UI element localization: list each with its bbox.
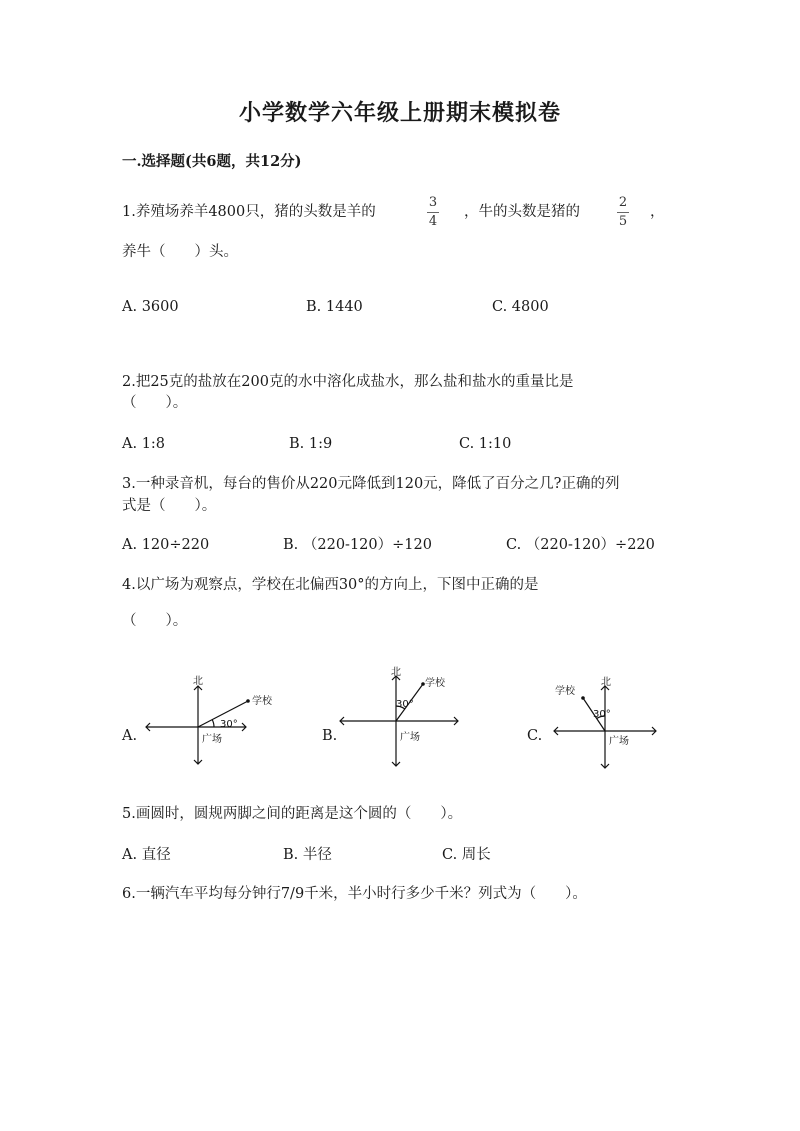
q1-frac2-denominator: 5: [618, 214, 628, 229]
label-north: 北: [601, 677, 611, 688]
q1-text-d: 养牛（ ）头。: [122, 244, 238, 260]
section-heading: 一.选择题(共6题，共12分): [122, 153, 302, 170]
label-north: 北: [193, 676, 203, 687]
angle-arc: [212, 720, 214, 727]
q2-text-line1: 2.把25克的盐放在200克的水中溶化成盐水，那么盐和盐水的重量比是: [122, 374, 574, 390]
q1-option-c[interactable]: C. 4800: [492, 299, 549, 315]
q3-text-line2: 式是（ ）。: [122, 498, 217, 514]
q4-diagram-a: [140, 670, 272, 770]
page-title: 小学数学六年级上册期末模拟卷: [238, 100, 561, 126]
q1-frac1-numerator: 3: [428, 195, 438, 210]
q1-frac1-bar: [427, 212, 439, 213]
q1-text-a: 1.养殖场养羊4800只，猪的头数是羊的: [122, 204, 376, 220]
label-angle: 30°: [593, 709, 611, 720]
label-square: 广场: [400, 732, 420, 743]
q1-option-b[interactable]: B. 1440: [306, 299, 363, 315]
q2-option-b[interactable]: B. 1:9: [289, 436, 333, 452]
label-school: 学校: [555, 686, 575, 697]
q4-diagram-c: [550, 670, 665, 770]
q2-option-a[interactable]: A. 1:8: [122, 436, 166, 452]
q5-option-b[interactable]: B. 半径: [283, 847, 332, 863]
q1-text-c: ，: [650, 204, 665, 220]
q2-text-line2: （ ）。: [122, 395, 188, 411]
q6-text-line1: 6.一辆汽车平均每分钟行7/9千米，半小时行多少千米？列式为（ ）。: [122, 886, 587, 902]
q5-option-a[interactable]: A. 直径: [122, 847, 171, 863]
q3-option-b[interactable]: B. （220-120）÷120: [283, 537, 432, 553]
q1-frac2-numerator: 2: [618, 195, 628, 210]
q5-text-line1: 5.画圆时，圆规两脚之间的距离是这个圆的（ ）。: [122, 806, 463, 822]
q4-diagram-b: [336, 662, 476, 772]
label-angle: 30°: [220, 719, 238, 730]
label-school: 学校: [252, 696, 272, 707]
q1-fraction-2: [613, 196, 633, 229]
q3-option-a[interactable]: A. 120÷220: [122, 537, 210, 553]
q1-fraction-1: [423, 196, 443, 229]
q5-option-c[interactable]: C. 周长: [442, 847, 491, 863]
q1-text-b: ，牛的头数是猪的: [464, 204, 580, 220]
q2-option-c[interactable]: C. 1:10: [459, 436, 512, 452]
label-north: 北: [391, 667, 401, 678]
q4-text-line2: （ ）。: [122, 613, 188, 629]
q1-frac1-denominator: 4: [428, 214, 438, 229]
q3-option-c[interactable]: C. （220-120）÷220: [506, 537, 655, 553]
q4-text-line1: 4.以广场为观察点，学校在北偏西30°的方向上，下图中正确的是: [122, 577, 539, 593]
label-school: 学校: [425, 678, 445, 689]
school-point: [246, 699, 250, 703]
q4-option-b[interactable]: B.: [322, 728, 338, 744]
school-point: [581, 696, 585, 700]
label-square: 广场: [202, 734, 222, 745]
q3-text-line1: 3.一种录音机，每台的售价从220元降低到120元，降低了百分之几?正确的列: [122, 476, 620, 492]
q4-option-a[interactable]: A.: [122, 728, 138, 744]
q1-frac2-bar: [617, 212, 629, 213]
label-square: 广场: [609, 736, 629, 747]
label-angle: 30°: [396, 699, 414, 710]
q4-option-c[interactable]: C.: [527, 728, 543, 744]
q1-option-a[interactable]: A. 3600: [122, 299, 179, 315]
